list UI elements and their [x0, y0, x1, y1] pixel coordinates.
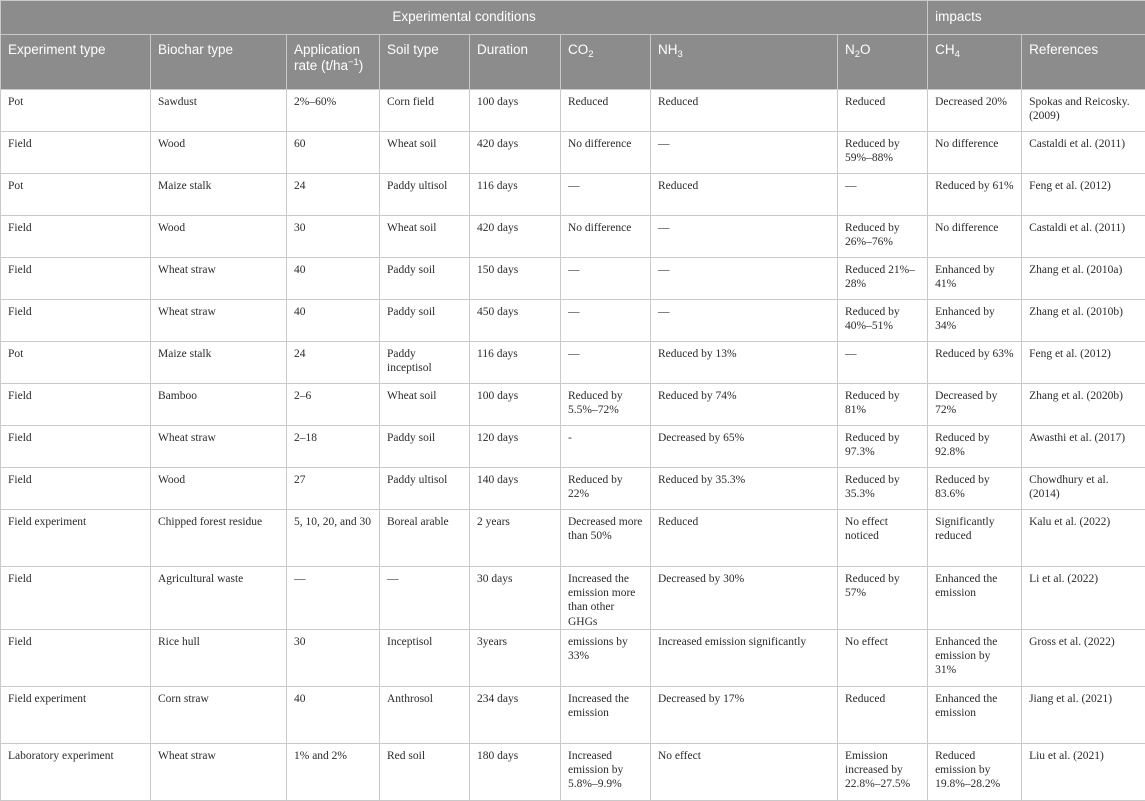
cell-nh3: Reduced by 13%: [651, 342, 838, 384]
cell-biochar-type: Rice hull: [151, 629, 287, 686]
cell-soil-type: —: [380, 567, 470, 630]
cell-biochar-type: Wheat straw: [151, 426, 287, 468]
cell-biochar-type: Corn straw: [151, 686, 287, 743]
cell-application-rate: 2%–60%: [287, 90, 380, 132]
cell-reference: Zhang et al. (2010b): [1022, 300, 1145, 342]
cell-co2: No difference: [561, 132, 651, 174]
cell-soil-type: Corn field: [380, 90, 470, 132]
table-row: [1, 216, 1145, 258]
cell-duration: 234 days: [470, 686, 561, 743]
cell-duration: 3years: [470, 629, 561, 686]
cell-soil-type: Paddy soil: [380, 300, 470, 342]
cell-experiment-type: Pot: [1, 90, 151, 132]
cell-n2o: Emission increased by 22.8%–27.5%: [838, 743, 928, 800]
cell-co2: —: [561, 300, 651, 342]
cell-n2o: Reduced by 57%: [838, 567, 928, 630]
cell-biochar-type: Maize stalk: [151, 174, 287, 216]
table-row: [1, 384, 1145, 426]
cell-experiment-type: Field: [1, 132, 151, 174]
cell-n2o: Reduced 21%–28%: [838, 258, 928, 300]
cell-application-rate: 40: [287, 300, 380, 342]
cell-reference: Li et al. (2022): [1022, 567, 1145, 630]
cell-reference: Kalu et al. (2022): [1022, 510, 1145, 567]
cell-n2o: Reduced by 59%–88%: [838, 132, 928, 174]
table-row: [1, 342, 1145, 384]
cell-biochar-type: Wheat straw: [151, 300, 287, 342]
cell-application-rate: 40: [287, 258, 380, 300]
column-header-row: [1, 35, 1145, 90]
cell-application-rate: 30: [287, 629, 380, 686]
table-row: [1, 426, 1145, 468]
cell-soil-type: Boreal arable: [380, 510, 470, 567]
cell-reference: Castaldi et al. (2011): [1022, 132, 1145, 174]
cell-duration: 420 days: [470, 216, 561, 258]
cell-co2: —: [561, 342, 651, 384]
cell-nh3: —: [651, 132, 838, 174]
table-row: [1, 258, 1145, 300]
cell-co2: Increased the emission more than other GHGs: [561, 567, 651, 630]
cell-biochar-type: Wood: [151, 216, 287, 258]
cell-ch4: Enhanced by 34%: [928, 300, 1022, 342]
cell-application-rate: 2–18: [287, 426, 380, 468]
cell-application-rate: 40: [287, 686, 380, 743]
cell-n2o: No effect: [838, 629, 928, 686]
cell-biochar-type: Bamboo: [151, 384, 287, 426]
cell-experiment-type: Field experiment: [1, 510, 151, 567]
cell-n2o: —: [838, 174, 928, 216]
cell-reference: Castaldi et al. (2011): [1022, 216, 1145, 258]
cell-nh3: Increased emission significantly: [651, 629, 838, 686]
cell-nh3: Reduced by 74%: [651, 384, 838, 426]
cell-application-rate: 27: [287, 468, 380, 510]
cell-n2o: Reduced: [838, 90, 928, 132]
cell-soil-type: Paddy soil: [380, 426, 470, 468]
col-n2o: $N_2O$: [838, 35, 928, 90]
table-row: [1, 686, 1145, 743]
cell-co2: Reduced by 5.5%–72%: [561, 384, 651, 426]
col-co2: $CO_2$: [561, 35, 651, 90]
cell-n2o: Reduced by 35.3%: [838, 468, 928, 510]
cell-nh3: —: [651, 216, 838, 258]
cell-nh3: Reduced by 35.3%: [651, 468, 838, 510]
cell-nh3: Reduced: [651, 90, 838, 132]
cell-experiment-type: Field: [1, 468, 151, 510]
cell-duration: 116 days: [470, 342, 561, 384]
table-row: [1, 132, 1145, 174]
cell-soil-type: Wheat soil: [380, 216, 470, 258]
cell-nh3: —: [651, 300, 838, 342]
cell-soil-type: Paddy soil: [380, 258, 470, 300]
cell-ch4: Enhanced the emission: [928, 567, 1022, 630]
table-row: [1, 468, 1145, 510]
cell-reference: Spokas and Reicosky. (2009): [1022, 90, 1145, 132]
cell-soil-type: Anthrosol: [380, 686, 470, 743]
cell-reference: Chowdhury et al. (2014): [1022, 468, 1145, 510]
cell-nh3: Decreased by 65%: [651, 426, 838, 468]
cell-duration: 150 days: [470, 258, 561, 300]
cell-nh3: No effect: [651, 743, 838, 800]
col-duration: Duration: [470, 35, 561, 90]
cell-ch4: No difference: [928, 216, 1022, 258]
cell-experiment-type: Field: [1, 300, 151, 342]
cell-application-rate: 5, 10, 20, and 30: [287, 510, 380, 567]
col-nh3: $NH_3$: [651, 35, 838, 90]
cell-ch4: Enhanced the emission by 31%: [928, 629, 1022, 686]
cell-duration: 140 days: [470, 468, 561, 510]
col-references: References: [1022, 35, 1145, 90]
cell-reference: Gross et al. (2022): [1022, 629, 1145, 686]
cell-application-rate: 2–6: [287, 384, 380, 426]
cell-duration: 450 days: [470, 300, 561, 342]
cell-co2: Decreased more than 50%: [561, 510, 651, 567]
cell-n2o: Reduced by 81%: [838, 384, 928, 426]
col-soil-type: Soil type: [380, 35, 470, 90]
cell-application-rate: 1% and 2%: [287, 743, 380, 800]
cell-duration: 2 years: [470, 510, 561, 567]
cell-reference: Jiang et al. (2021): [1022, 686, 1145, 743]
cell-experiment-type: Field: [1, 216, 151, 258]
cell-n2o: —: [838, 342, 928, 384]
cell-duration: 120 days: [470, 426, 561, 468]
cell-biochar-type: Wood: [151, 132, 287, 174]
cell-ch4: Reduced by 83.6%: [928, 468, 1022, 510]
group-header-row: [1, 1, 1145, 35]
cell-nh3: Reduced: [651, 174, 838, 216]
cell-biochar-type: Maize stalk: [151, 342, 287, 384]
cell-co2: Reduced: [561, 90, 651, 132]
cell-n2o: No effect noticed: [838, 510, 928, 567]
cell-application-rate: 24: [287, 342, 380, 384]
cell-ch4: Decreased by 72%: [928, 384, 1022, 426]
table-row: [1, 743, 1145, 800]
cell-reference: Zhang et al. (2020b): [1022, 384, 1145, 426]
group-experimental-conditions: Experimental conditions: [1, 1, 928, 35]
cell-nh3: Decreased by 30%: [651, 567, 838, 630]
cell-co2: —: [561, 258, 651, 300]
cell-n2o: Reduced by 40%–51%: [838, 300, 928, 342]
col-application-rate: Application rate $(t/ha^{-1})$: [287, 35, 380, 90]
cell-application-rate: 30: [287, 216, 380, 258]
cell-experiment-type: Field: [1, 426, 151, 468]
cell-reference: Awasthi et al. (2017): [1022, 426, 1145, 468]
cell-application-rate: 60: [287, 132, 380, 174]
cell-co2: emissions by 33%: [561, 629, 651, 686]
cell-reference: Zhang et al. (2010a): [1022, 258, 1145, 300]
cell-ch4: Enhanced the emission: [928, 686, 1022, 743]
cell-experiment-type: Field: [1, 258, 151, 300]
cell-co2: Increased the emission: [561, 686, 651, 743]
cell-ch4: Reduced by 61%: [928, 174, 1022, 216]
cell-ch4: Reduced by 92.8%: [928, 426, 1022, 468]
cell-application-rate: —: [287, 567, 380, 630]
cell-soil-type: Red soil: [380, 743, 470, 800]
table-row: [1, 174, 1145, 216]
cell-experiment-type: Field: [1, 384, 151, 426]
cell-ch4: No difference: [928, 132, 1022, 174]
cell-co2: -: [561, 426, 651, 468]
cell-soil-type: Paddy ultisol: [380, 174, 470, 216]
cell-soil-type: Paddy ultisol: [380, 468, 470, 510]
table-row: [1, 300, 1145, 342]
table-row: [1, 510, 1145, 567]
group-impacts: impacts: [928, 1, 1145, 35]
cell-duration: 30 days: [470, 567, 561, 630]
cell-experiment-type: Pot: [1, 174, 151, 216]
cell-co2: —: [561, 174, 651, 216]
cell-experiment-type: Field experiment: [1, 686, 151, 743]
col-experiment-type: Experiment type: [1, 35, 151, 90]
cell-soil-type: Wheat soil: [380, 384, 470, 426]
cell-experiment-type: Pot: [1, 342, 151, 384]
cell-nh3: —: [651, 258, 838, 300]
cell-co2: Increased emission by 5.8%–9.9%: [561, 743, 651, 800]
cell-experiment-type: Laboratory experiment: [1, 743, 151, 800]
cell-reference: Feng et al. (2012): [1022, 342, 1145, 384]
cell-ch4: Enhanced by 41%: [928, 258, 1022, 300]
cell-biochar-type: Agricultural waste: [151, 567, 287, 630]
cell-application-rate: 24: [287, 174, 380, 216]
table-row: [1, 567, 1145, 630]
table-row: [1, 90, 1145, 132]
cell-soil-type: Paddy inceptisol: [380, 342, 470, 384]
cell-duration: 420 days: [470, 132, 561, 174]
cell-biochar-type: Sawdust: [151, 90, 287, 132]
cell-nh3: Decreased by 17%: [651, 686, 838, 743]
table-row: [1, 629, 1145, 686]
cell-co2: No difference: [561, 216, 651, 258]
cell-ch4: Decreased 20%: [928, 90, 1022, 132]
cell-nh3: Reduced: [651, 510, 838, 567]
cell-biochar-type: Wheat straw: [151, 258, 287, 300]
cell-reference: Feng et al. (2012): [1022, 174, 1145, 216]
col-ch4: $CH_4$: [928, 35, 1022, 90]
cell-duration: 116 days: [470, 174, 561, 216]
cell-experiment-type: Field: [1, 629, 151, 686]
cell-duration: 100 days: [470, 384, 561, 426]
cell-n2o: Reduced by 26%–76%: [838, 216, 928, 258]
cell-biochar-type: Wheat straw: [151, 743, 287, 800]
cell-ch4: Significantly reduced: [928, 510, 1022, 567]
cell-co2: Reduced by 22%: [561, 468, 651, 510]
cell-ch4: Reduced emission by 19.8%–28.2%: [928, 743, 1022, 800]
table-body: [1, 90, 1145, 801]
cell-soil-type: Inceptisol: [380, 629, 470, 686]
col-biochar-type: Biochar type: [151, 35, 287, 90]
cell-soil-type: Wheat soil: [380, 132, 470, 174]
cell-n2o: Reduced by 97.3%: [838, 426, 928, 468]
cell-experiment-type: Field: [1, 567, 151, 630]
cell-biochar-type: Chipped forest residue: [151, 510, 287, 567]
cell-ch4: Reduced by 63%: [928, 342, 1022, 384]
cell-duration: 180 days: [470, 743, 561, 800]
cell-duration: 100 days: [470, 90, 561, 132]
cell-n2o: Reduced: [838, 686, 928, 743]
cell-biochar-type: Wood: [151, 468, 287, 510]
cell-reference: Liu et al. (2021): [1022, 743, 1145, 800]
